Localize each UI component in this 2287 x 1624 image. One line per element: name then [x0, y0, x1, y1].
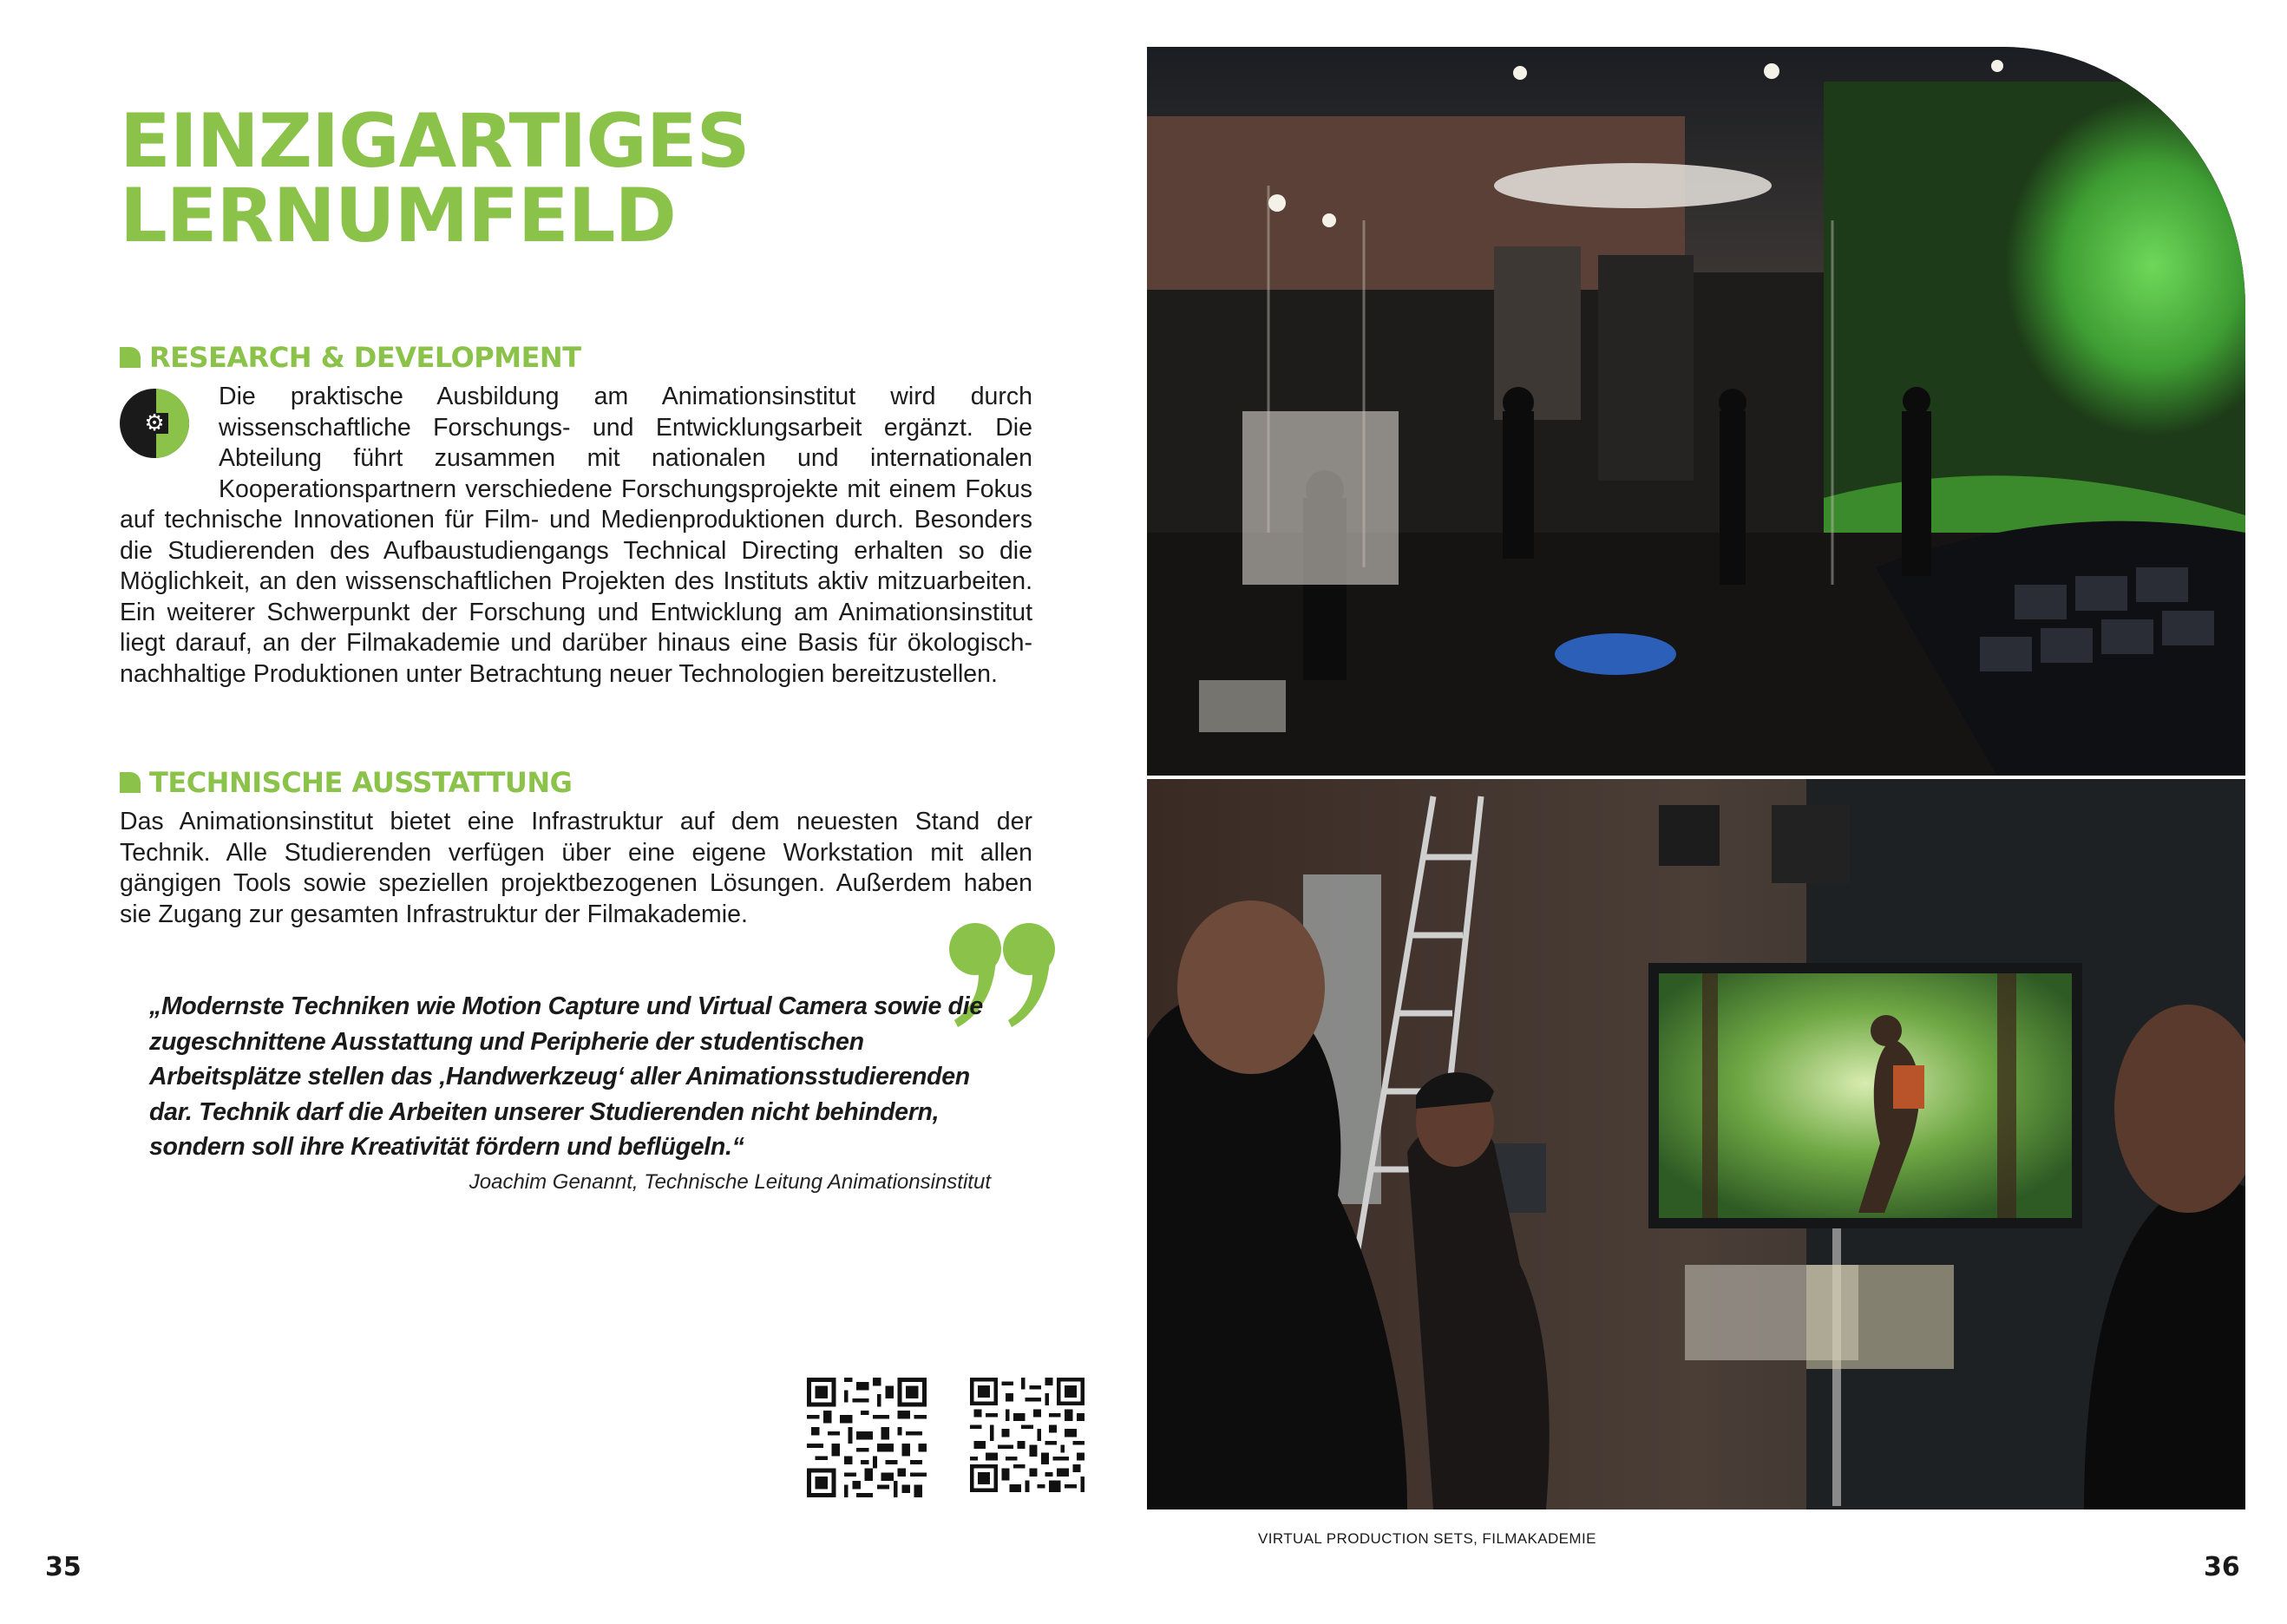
pull-quote: „Modernste Techniken wie Motion Capture und Virtual Camera sowie die zugeschnittene Ausstattung und Peripherie der studentischen Arbeitsplätze stellen das ‚Handwerkzeug‘ aller Animationsstudierenden dar. Technik darf die Arbeiten unserer Studierenden nicht behindern, sondern soll ihre Kreativität fördern und beflügeln.“: [149, 992, 983, 1161]
page-number-right: 36: [2204, 1552, 2240, 1582]
photo-illustration: [1147, 47, 2245, 776]
studio-green-screen-photo: [1147, 47, 2245, 776]
section-marker-icon: [120, 772, 141, 793]
virtual-production-photo: [1147, 779, 2245, 1509]
title-line-2: LERNUMFELD: [120, 173, 676, 259]
photo-caption: VIRTUAL PRODUCTION SETS, FILMAKADEMIE: [1258, 1530, 1596, 1547]
page-number-left: 35: [45, 1552, 82, 1582]
page-title: [120, 98, 1074, 259]
technik-heading-text: TECHNISCHE AUSSTATTUNG: [149, 766, 573, 799]
photo-illustration: [1147, 779, 2245, 1509]
technik-heading: [120, 767, 572, 798]
qr-code[interactable]: [970, 1378, 1085, 1492]
research-heading: [120, 342, 581, 373]
title-line-1: EINZIGARTIGES: [120, 98, 750, 185]
section-marker-icon: [120, 347, 141, 368]
qr-code[interactable]: [807, 1378, 927, 1497]
gear-icon: ⚙: [144, 410, 165, 436]
research-heading-text: RESEARCH & DEVELOPMENT: [149, 341, 581, 374]
quote-attribution: Joachim Genannt, Technische Leitung Animationsinstitut: [469, 1170, 991, 1194]
technik-paragraph: Das Animationsinstitut bietet eine Infrastruktur auf dem neuesten Stand der Technik. Alle Studierenden verfügen über eine eigene Workstation mit allen gängigen Tools sowie speziellen projektbezogenen Lösungen. Außerdem haben sie Zugang zur gesamten Infrastruktur der Filmakademie.: [120, 808, 1032, 928]
research-paragraph: Die praktische Ausbildung am Animationsinstitut wird durch wissenschaftliche Forschungs- und Entwicklungsarbeit ergänzt. Die Abteilung führt zusammen mit nationalen und internationalen Kooperationspartnern verschiedene Forschungsprojekte mit einem Fokus auf technische Innovationen für Film- und Medienproduktionen durch. Besonders die Studierenden des Aufbaustudiengangs Technical Directing erhalten so die Möglichkeit, an den wissenschaftlichen Projekten des Instituts aktiv mitzuarbeiten. Ein weiterer Schwerpunkt der Forschung und Entwicklung am Animationsinstitut liegt darauf, an der Filmakademie und darüber hinaus eine Basis für ökologisch-nachhaltige Produktionen unter Betrachtung neuer Technologien bereitzustellen.: [120, 383, 1032, 688]
